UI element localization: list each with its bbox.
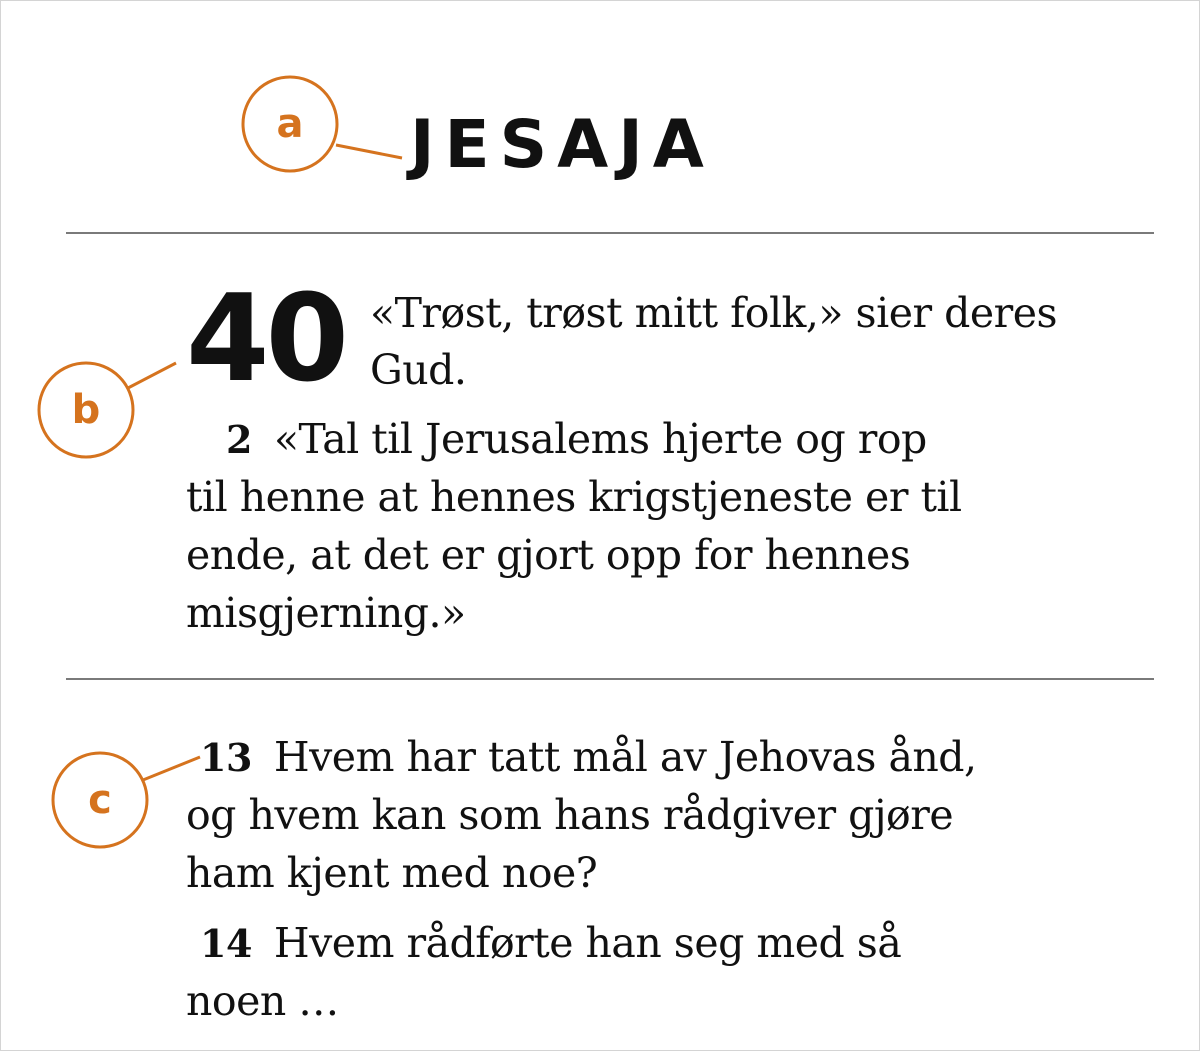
verse-2-line-1 <box>186 415 927 463</box>
verse-1-line-2: Gud. <box>370 346 467 394</box>
book-title: JESAJA <box>410 106 714 183</box>
verse-number-14: 14 <box>200 921 252 966</box>
verse-2-line-2: til henne at hennes krigstjeneste er til <box>186 473 962 521</box>
verse-14-text-1: Hvem rådførte han seg med så <box>273 919 902 967</box>
verse-13-line-3: ham kjent med noe? <box>186 849 598 897</box>
verse-14-line-2: noen … <box>186 977 339 1025</box>
callout-b-label: b <box>71 387 101 433</box>
verse-2-line-3: ende, at det er gjort opp for hennes <box>186 531 911 579</box>
chapter-number: 40 <box>186 270 345 409</box>
verse-14-line-1 <box>200 919 902 967</box>
verse-number-13: 13 <box>200 735 252 780</box>
divider-top <box>66 232 1154 234</box>
verse-number-2: 2 <box>226 417 252 462</box>
divider-middle <box>66 678 1154 680</box>
verse-1-line-1: «Trøst, trøst mitt folk,» sier deres <box>370 289 1058 337</box>
verse-13-text-1: Hvem har tatt mål av Jehovas ånd, <box>273 733 977 781</box>
callout-c-label: c <box>88 777 112 823</box>
verse-13-line-1 <box>200 733 977 781</box>
verse-13-line-2: og hvem kan som hans rådgiver gjøre <box>186 791 954 839</box>
callout-a-label: a <box>276 101 304 147</box>
verse-2-line-4: misgjerning.» <box>186 589 466 637</box>
verse-2-text-1: «Tal til Jerusalems hjerte og rop <box>273 415 927 463</box>
